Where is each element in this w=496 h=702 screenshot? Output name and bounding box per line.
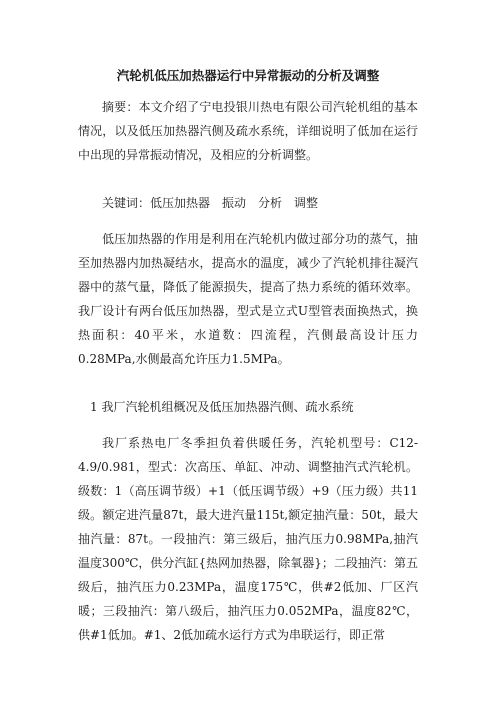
intro-paragraph: 低压加热器的作用是利用在汽轮机内做过部分功的蒸气，抽至加热器内加热凝结水，提高水的温度，减少了汽轮机排往凝汽器中的蒸气量，降低了能源损失，提高了热力系统的循环效率。我厂设计有两台低压加热器，型式是立式U型管表面换热式，换热面积：40平米，水道数：四流程，汽侧最高设计压力0.28MPa,水侧最高允许压力1.5MPa。 — [78, 232, 418, 366]
document-title: 汽轮机低压加热器运行中异常振动的分析及调整 — [116, 68, 380, 83]
section-1-heading: 1 我厂汽轮机组概况及低压加热器汽侧、疏水系统 — [90, 400, 354, 414]
abstract-paragraph: 摘要：本文介绍了宁电投银川热电有限公司汽轮机组的基本情况，以及低压加热器汽侧及疏水系统，详细说明了低加在运行中出现的异常振动情况，及相应的分析调整。 — [78, 100, 418, 162]
section-1-paragraph: 我厂系热电厂冬季担负着供暖任务，汽轮机型号：C12-4.9/0.981，型式：次高压、单缸、冲动、调整抽汽式汽轮机。级数：1（高压调节级）+1（低压调节级）+9（压力级）共11级。额定进汽量87t，最大进汽量115t,额定抽汽量：50t，最大抽汽量：87t。一段抽汽：第三级后，抽汽压力0.98MPa,抽汽温度300℃，供分汽缸{热网加热器，除氧器}；二段抽汽：第五级后，抽汽压力0.23MPa，温度175℃，供#2低加、厂区汽暖；三段抽汽：第八级后，抽汽压力0.052MPa，温度82℃，供#1低加。#1、2低加疏水运行方式为串联运行，即正常 — [78, 436, 418, 642]
keywords-line: 关键词：低压加热器 振动 分析 调整 — [102, 196, 319, 210]
